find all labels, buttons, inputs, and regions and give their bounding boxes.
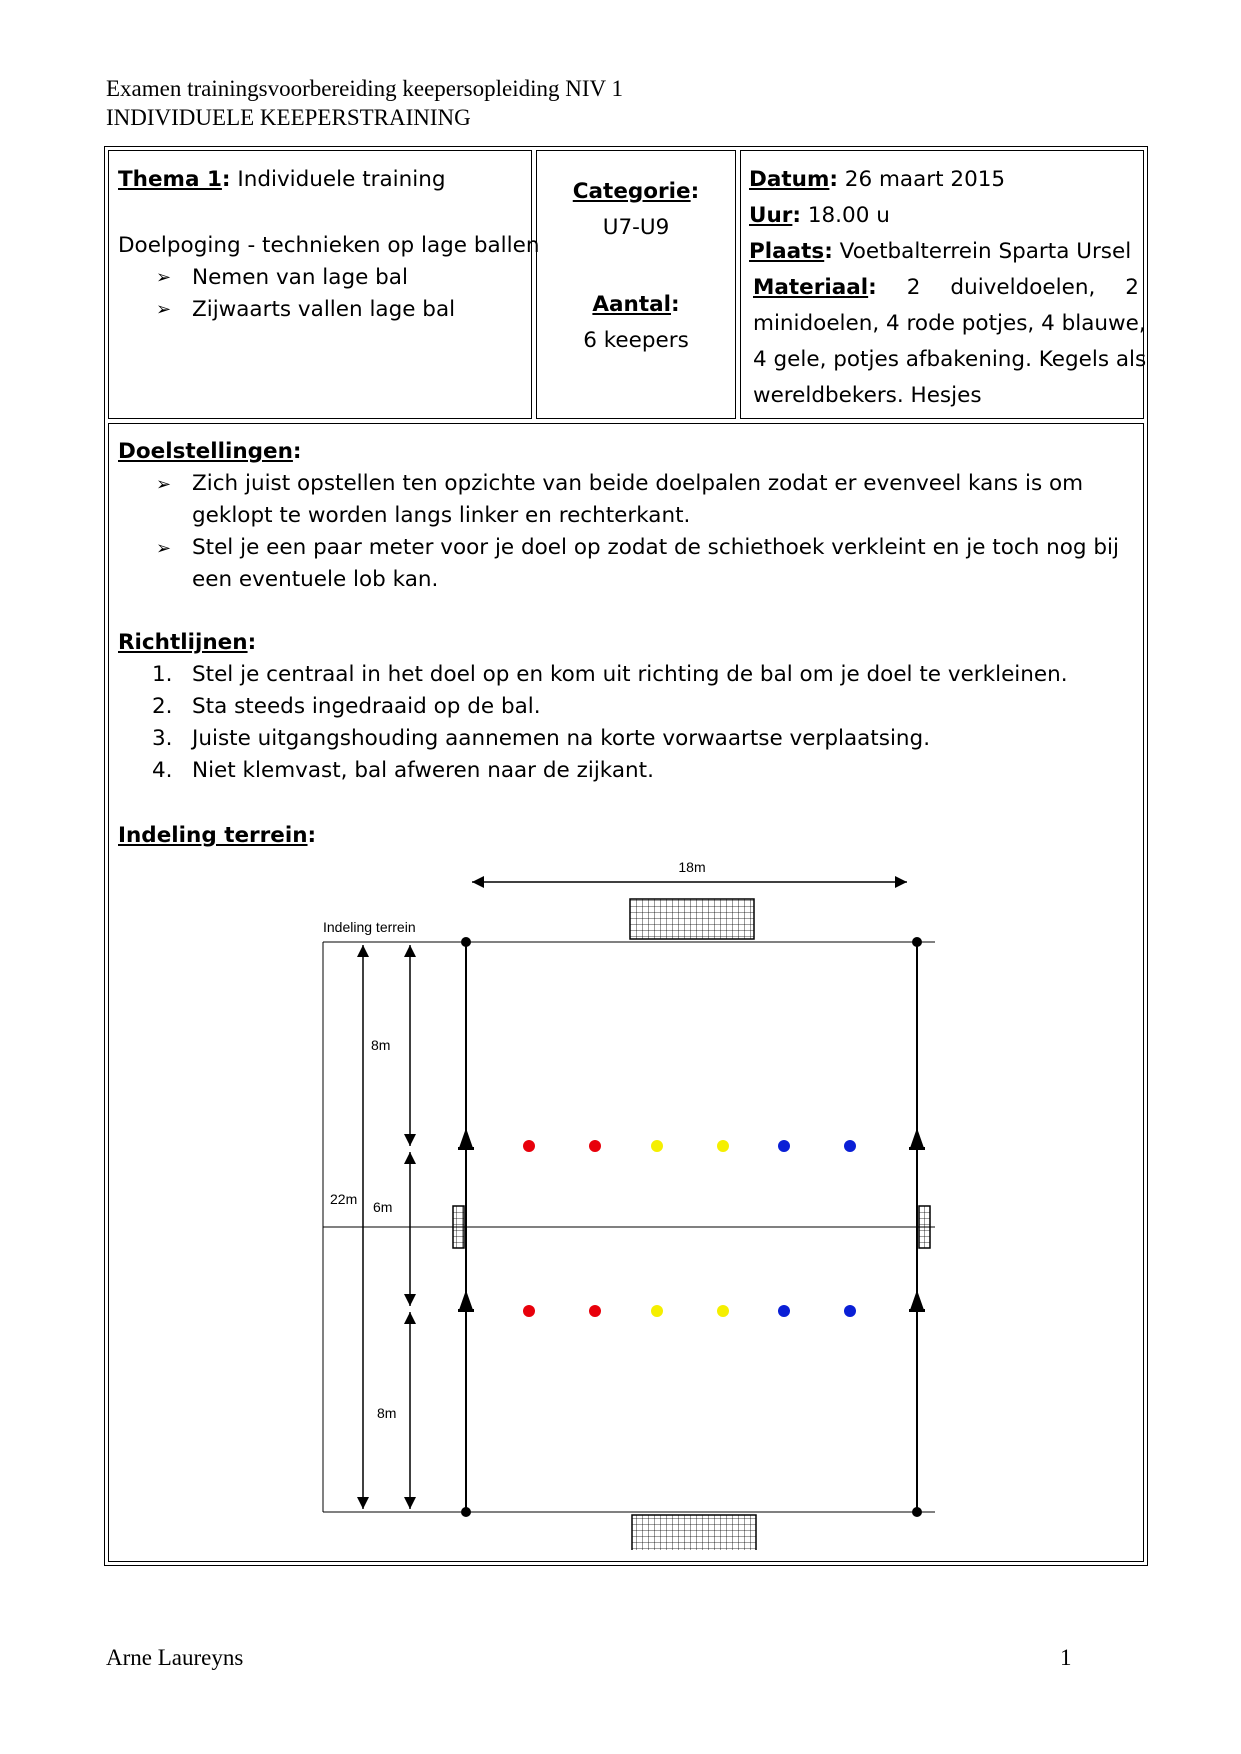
aantal-label: Aantal	[592, 292, 671, 317]
red-pot	[523, 1305, 535, 1317]
width-label: 18m	[678, 859, 706, 875]
indeling-heading: Indeling terrein:	[118, 823, 317, 848]
arrow-bullet-icon: ➢	[156, 299, 172, 320]
page-header	[106, 74, 623, 132]
red-pot	[523, 1140, 535, 1152]
red-pot	[589, 1140, 601, 1152]
datum-value: 26 maart 2015	[844, 167, 1006, 192]
thema-value: Individuele training	[237, 167, 446, 192]
materiaal-line-1: Materiaal: 2 duiveldoelen, 2	[753, 275, 1139, 300]
aantal-label-line: Aantal:	[592, 292, 680, 317]
doelstelling-2-line-1: Stel je een paar meter voor je doel op zodat de schiethoek verkleint en je toch nog bij	[192, 535, 1120, 560]
aantal-value: 6 keepers	[583, 328, 689, 353]
plaats-value: Voetbalterrein Sparta Ursel	[839, 239, 1132, 264]
yellow-pot	[717, 1305, 729, 1317]
doelstelling-1-line-2: geklopt te worden langs linker en rechterkant.	[192, 503, 691, 528]
thema-label: Thema 1	[118, 167, 222, 192]
yellow-pot	[651, 1305, 663, 1317]
richtlijn-2: Sta steeds ingedraaid op de bal.	[192, 694, 541, 719]
header-line-1: Examen trainingsvoorbereiding keepersopleiding NIV 1	[106, 76, 623, 101]
richtlijn-3: Juiste uitgangshouding aannemen na korte vorwaartse verplaatsing.	[192, 726, 931, 751]
yellow-pot	[717, 1140, 729, 1152]
goal-top	[630, 899, 754, 939]
blue-pot	[844, 1305, 856, 1317]
corner-dot	[461, 937, 471, 947]
yellow-pot	[651, 1140, 663, 1152]
blue-pot	[844, 1140, 856, 1152]
richtlijn-number-3: 3.	[152, 726, 173, 751]
thema-subtitle: Doelpoging - technieken op lage ballen	[118, 233, 540, 258]
doelstelling-2-line-2: een eventuele lob kan.	[192, 567, 439, 592]
richtlijnen-heading: Richtlijnen:	[118, 630, 257, 655]
richtlijn-number-4: 4.	[152, 758, 173, 783]
uur-value: 18.00 u	[807, 203, 890, 228]
richtlijn-number-1: 1.	[152, 662, 173, 687]
goal-bottom	[632, 1515, 756, 1550]
cone-icon	[458, 1290, 474, 1312]
red-pot	[589, 1305, 601, 1317]
corner-dot	[461, 1507, 471, 1517]
categorie-label-line: Categorie:	[572, 179, 700, 204]
arrow-bullet-icon: ➢	[156, 538, 172, 559]
materiaal-line-2: minidoelen, 4 rode potjes, 4 blauwe,	[753, 311, 1146, 336]
mid-section-label: 6m	[373, 1199, 393, 1215]
corner-dot	[912, 937, 922, 947]
blue-pot	[778, 1140, 790, 1152]
bottom-section-label: 8m	[377, 1405, 397, 1421]
richtlijn-4: Niet klemvast, bal afweren naar de zijkant.	[192, 758, 654, 783]
thema-bullet-1: ➢ Nemen van lage bal	[156, 262, 408, 294]
diagram-title: Indeling terrein	[323, 919, 416, 935]
cone-icon	[458, 1128, 474, 1150]
corner-dot	[912, 1507, 922, 1517]
plaats-line: Plaats: Voetbalterrein Sparta Ursel	[749, 239, 1132, 264]
uur-label: Uur	[749, 203, 793, 228]
categorie-value: U7-U9	[602, 215, 670, 240]
plaats-label: Plaats	[749, 239, 825, 264]
datum-label: Datum	[749, 167, 830, 192]
footer-page-number: 1	[1060, 1645, 1072, 1670]
doelstelling-1-line-1: Zich juist opstellen ten opzichte van beide doelpalen zodat er evenveel kans is om	[192, 471, 1084, 496]
materiaal-line-4: wereldbekers. Hesjes	[753, 383, 982, 408]
total-label: 22m	[330, 1191, 358, 1207]
arrow-bullet-icon: ➢	[156, 474, 172, 495]
minigoal-left	[453, 1206, 464, 1248]
cone-icon	[909, 1290, 925, 1312]
doelstellingen-heading: Doelstellingen:	[118, 439, 302, 464]
blue-pot	[778, 1305, 790, 1317]
materiaal-line-3: 4 gele, potjes afbakening. Kegels als	[753, 347, 1147, 372]
field-diagram	[300, 850, 960, 1550]
thema-line: Thema 1: Individuele training	[118, 167, 446, 192]
minigoal-right	[919, 1206, 930, 1248]
richtlijn-number-2: 2.	[152, 694, 173, 719]
cone-icon	[909, 1128, 925, 1150]
datum-line: Datum: 26 maart 2015	[749, 167, 1006, 192]
richtlijn-1: Stel je centraal in het doel op en kom uit richting de bal om je doel te verkleinen.	[192, 662, 1068, 687]
thema-bullet-2: ➢ Zijwaarts vallen lage bal	[156, 294, 455, 326]
materiaal-label: Materiaal	[753, 275, 869, 300]
uur-line: Uur: 18.00 u	[749, 203, 890, 228]
top-section-label: 8m	[371, 1037, 391, 1053]
categorie-label: Categorie	[572, 179, 691, 204]
arrow-bullet-icon: ➢	[156, 267, 172, 288]
footer-author: Arne Laureyns	[106, 1645, 244, 1670]
header-line-2: INDIVIDUELE KEEPERSTRAINING	[106, 105, 471, 130]
